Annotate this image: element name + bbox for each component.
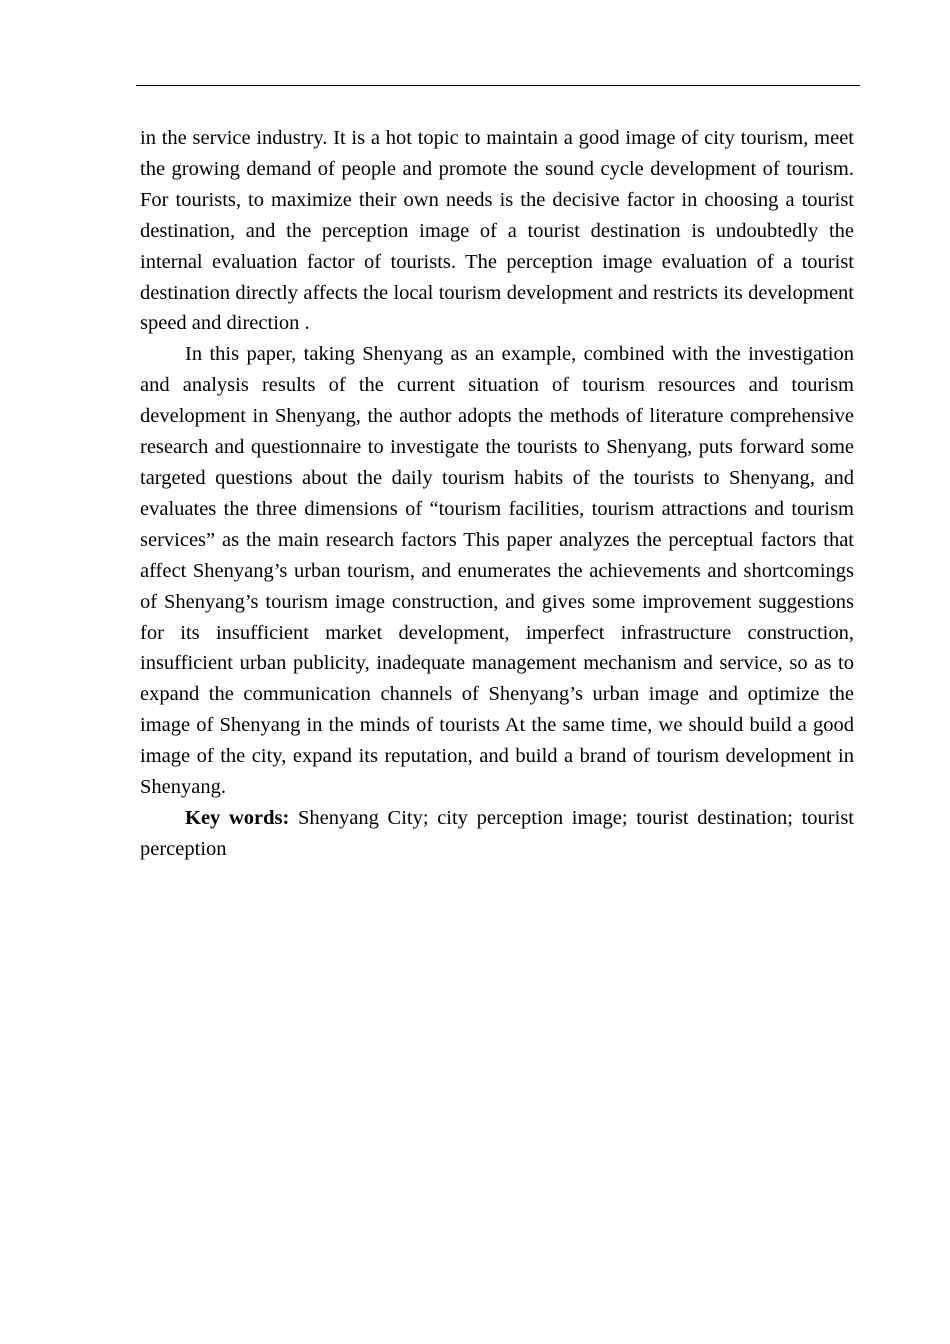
keywords-text: Shenyang City; city perception image; tourist destination; tourist perception (140, 806, 854, 860)
keywords-label: Key words: (185, 806, 290, 829)
keywords-line (140, 803, 854, 865)
header-rule (136, 85, 860, 86)
paragraph-continuation: in the service industry. It is a hot topic to maintain a good image of city tourism, meet the growing demand of people and promote the sound cycle development of tourism. For tourists, to maximize their own needs is the decisive factor in choosing a tourist destination, and the perception image of a tourist destination is undoubtedly the internal evaluation factor of tourists. The perception image evaluation of a tourist destination directly affects the local tourism development and restricts its development speed and direction . (140, 127, 854, 335)
paragraph-methods: In this paper, taking Shenyang as an example, combined with the investigation and analysis results of the current situation of tourism resources and tourism development in Shenyang, the author adopts the methods of literature comprehensive research and questionnaire to investigate the tourists to Shenyang, puts forward some targeted questions about the daily tourism habits of the tourists to Shenyang, and evaluates the three dimensions of “tourism facilities, tourism attractions and tourism services” as the main research factors This paper analyzes the perceptual factors that affect Shenyang’s urban tourism, and enumerates the achievements and shortcomings of Shenyang’s tourism image construction, and gives some improvement suggestions for its insufficient market development, imperfect infrastructure construction, insufficient urban publicity, inadequate management mechanism and service, so as to expand the communication channels of Shenyang’s urban image and optimize the image of Shenyang in the minds of tourists At the same time, we should build a good image of the city, expand its reputation, and build a brand of tourism development in Shenyang. (140, 343, 854, 799)
document-body (140, 123, 854, 865)
